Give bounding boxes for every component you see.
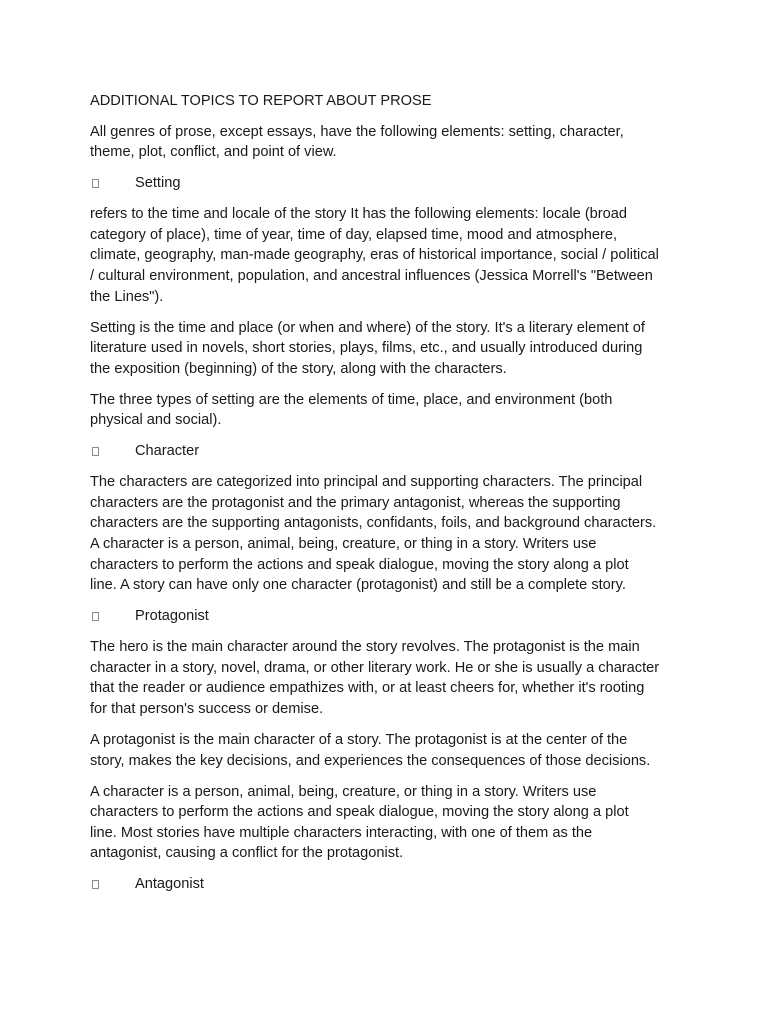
paragraph-line: climate, geography, man-made geography, eras of historical importance, social / political [90,247,659,264]
paragraph-line: characters to perform the actions and speak dialogue, moving the story along a plot [90,804,629,821]
paragraph-line: A protagonist is the main character of a story. The protagonist is at the center of the [90,731,628,748]
paragraph-line: The three types of setting are the elements of time, place, and environment (both [90,391,613,408]
paragraph-line: the exposition (beginning) of the story, along with the characters. [90,360,507,377]
bullet-heading-label: Setting [135,175,181,192]
paragraph-line: characters are the protagonist and the primary antagonist, whereas the supporting [90,494,621,511]
paragraph [90,204,690,307]
paragraph-line: A character is a person, animal, being, creature, or thing in a story. Writers use [90,783,597,800]
document-title: ADDITIONAL TOPICS TO REPORT ABOUT PROSE [90,93,432,109]
paragraph [90,730,690,771]
square-bullet-icon [92,612,99,621]
paragraph-line: theme, plot, conflict, and point of view. [90,144,337,161]
paragraph-line: line. Most stories have multiple characters interacting, with one of them as the [90,824,593,841]
paragraph-line: that the reader or audience empathizes with, or at least cheers for, whether it's rooting [90,680,645,697]
bullet-heading-label: Protagonist [135,608,209,625]
square-bullet-icon [92,880,99,889]
paragraph-line: literature used in novels, short stories, plays, films, etc., and usually introduced during [90,340,643,357]
paragraph-line: A character is a person, animal, being, creature, or thing in a story. Writers use [90,536,597,553]
paragraph-line: antagonist, causing a conflict for the protagonist. [90,845,404,862]
paragraph-line: for that person's success or demise. [90,700,324,717]
paragraph-line: physical and social). [90,412,222,429]
paragraph [90,390,690,431]
bullet-heading [90,441,690,462]
square-bullet-icon [92,447,99,456]
paragraph-line: line. A story can have only one character (protagonist) and still be a complete story. [90,577,626,594]
paragraph-line: The characters are categorized into principal and supporting characters. The principal [90,474,643,491]
paragraph-line: characters to perform the actions and speak dialogue, moving the story along a plot [90,556,629,573]
paragraph-line: the Lines"). [90,288,164,305]
paragraph-line: category of place), time of year, time of day, elapsed time, mood and atmosphere, [90,226,617,243]
paragraph [90,637,690,719]
paragraph [90,472,690,596]
bullet-heading-label: Character [135,443,200,460]
document-body [90,122,690,895]
bullet-heading [90,606,690,627]
paragraph-line: characters are the supporting antagonists, confidants, foils, and background characters. [90,515,657,532]
paragraph-line: refers to the time and locale of the story It has the following elements: locale (broad [90,206,628,223]
paragraph-line: The hero is the main character around the story revolves. The protagonist is the main [90,639,640,656]
square-bullet-icon [92,179,99,188]
bullet-heading-label: Antagonist [135,876,204,893]
paragraph [90,122,690,163]
paragraph-line: All genres of prose, except essays, have the following elements: setting, character, [90,123,624,140]
paragraph [90,318,690,380]
bullet-heading [90,173,690,194]
paragraph-line: character in a story, novel, drama, or other literary work. He or she is usually a character [90,659,660,676]
paragraph-line: Setting is the time and place (or when and where) of the story. It's a literary element of [90,319,645,336]
paragraph-line: story, makes the key decisions, and experiences the consequences of those decisions. [90,752,651,769]
paragraph [90,782,690,864]
document-page [90,91,690,905]
bullet-heading [90,874,690,895]
paragraph-line: / cultural environment, population, and ancestral influences (Jessica Morrell's "Between [90,267,653,284]
